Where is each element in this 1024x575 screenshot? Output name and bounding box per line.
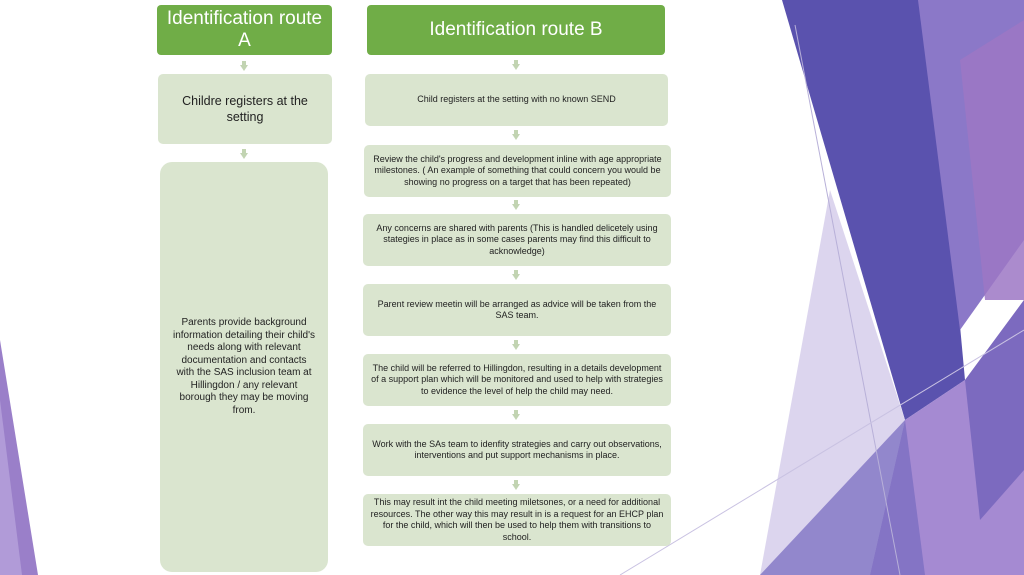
route-b-arrow-4 — [512, 274, 520, 280]
route-a-header: Identification route A — [157, 5, 332, 55]
route-b-arrow-3 — [512, 204, 520, 210]
route-b-arrow-7 — [512, 484, 520, 490]
route-b-step-share-concerns: Any concerns are shared with parents (This is handled delicetely using stategies in place as in some cases parents may find this difficult to acknowledge) — [363, 214, 671, 266]
route-b-header: Identification route B — [367, 5, 665, 55]
route-b-arrow-5 — [512, 344, 520, 350]
route-b-step-review-meeting: Parent review meetin will be arranged as advice will be taken from the SAS team. — [363, 284, 671, 336]
route-b-arrow-2 — [512, 134, 520, 140]
route-a-step-register: Childre registers at the setting — [158, 74, 332, 144]
route-b-step-register: Child registers at the setting with no known SEND — [365, 74, 668, 126]
route-b-step-outcome: This may result int the child meeting miletsones, or a need for additional resources. The other way this may result in is a request for an EHCP plan for the child, which will then be used to help them with transitions to school. — [363, 494, 671, 546]
route-b-step-referral: The child will be referred to Hillingdon, resulting in a details development of a support plan which will be monitored and used to help with strategies to evidence the level of help the child may need. — [363, 354, 671, 406]
route-b-arrow-1 — [512, 64, 520, 70]
route-a-arrow-2 — [240, 153, 248, 159]
route-b-step-sas-strategies: Work with the SAs team to idenfity strategies and carry out observations, interventions and put support mechanisms in place. — [363, 424, 671, 476]
route-a-arrow-1 — [240, 65, 248, 71]
route-a-step-background-info: Parents provide background information detailing their child's needs along with relevant documentation and contacts with the SAS inclusion team at Hillingdon / any relevant borough they may be moving from. — [160, 162, 328, 572]
route-b-arrow-6 — [512, 414, 520, 420]
route-b-step-review-progress: Review the child's progress and development inline with age appropriate milestones. ( An example of something that could concern you would be showing no progress on a target that has been repeated) — [364, 145, 671, 197]
